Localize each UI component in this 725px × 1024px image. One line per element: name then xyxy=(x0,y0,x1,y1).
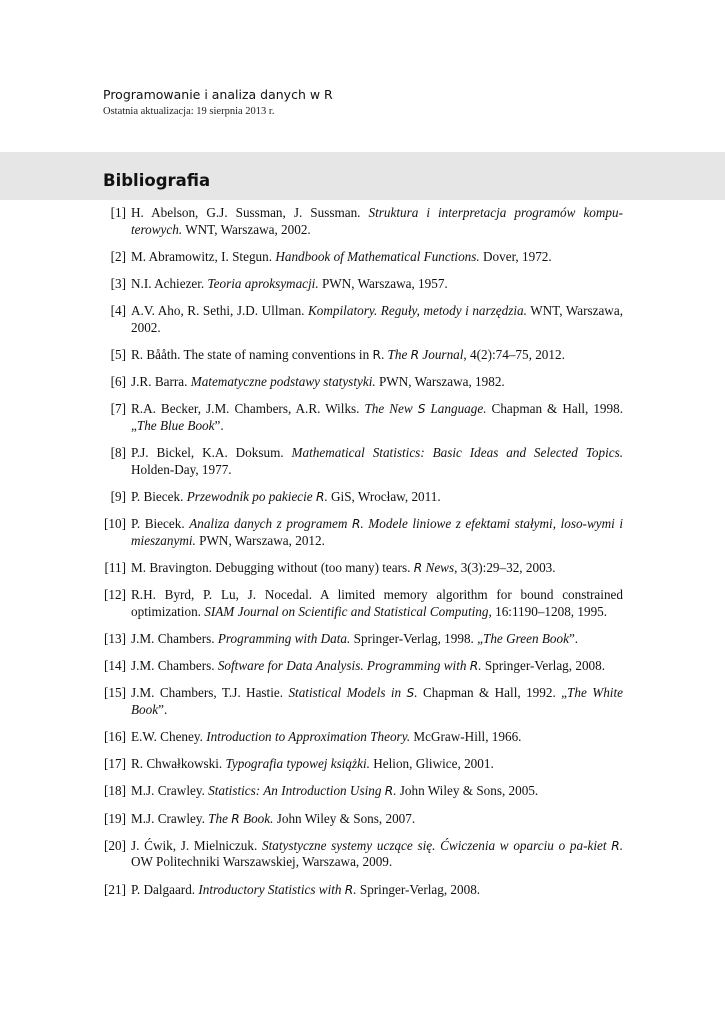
entry-segment-styled: The Blue Book xyxy=(136,417,215,433)
entry-text xyxy=(131,729,521,744)
entry-segment-styled: R xyxy=(611,838,620,853)
entry-segment-styled: S xyxy=(406,686,415,701)
bibliography-entry xyxy=(103,516,623,549)
entry-number: [7] xyxy=(110,401,126,417)
entry-segment-styled: The xyxy=(387,346,411,362)
entry-segment: Springer-Verlag, 1998. „ xyxy=(350,630,483,646)
entry-segment: , 16:1190–1208, 1995. xyxy=(488,603,608,619)
entry-segment: PWN, Warszawa, 2012. xyxy=(195,532,325,548)
entry-segment: M. Abramowitz, I. Stegun. xyxy=(131,248,276,264)
document-title: Programowanie i analiza danych w R xyxy=(103,87,333,102)
entry-number: [16] xyxy=(104,728,126,744)
entry-number: [11] xyxy=(104,559,126,575)
entry-text xyxy=(131,374,505,389)
entry-text xyxy=(131,882,480,897)
entry-segment-styled: . xyxy=(619,837,623,853)
entry-number: [2] xyxy=(110,248,126,264)
entry-segment-styled: R xyxy=(315,489,325,504)
bibliography-entry xyxy=(103,276,623,293)
entry-segment-styled: Typografia typowej książki. xyxy=(225,756,370,772)
entry-text xyxy=(131,205,623,237)
entry-text xyxy=(131,489,441,504)
entry-segment: R.H. Byrd, P. Lu, J. Nocedal. A limited memory algorithm for bound constrained optimization. xyxy=(131,587,623,619)
entry-segment: M. Bravington. Debugging without (too many) tears. xyxy=(131,559,414,575)
entry-segment: Helion, Gliwice, 2001. xyxy=(369,756,494,772)
bibliography-entry xyxy=(103,374,623,391)
entry-number: [6] xyxy=(110,374,126,390)
entry-text xyxy=(131,811,415,826)
entry-segment-styled: The New xyxy=(364,401,418,417)
entry-text xyxy=(131,401,623,433)
entry-segment: A.V. Aho, R. Sethi, J.D. Ullman. xyxy=(131,303,309,319)
entry-segment: R. Chwałkowski. xyxy=(131,756,226,772)
entry-segment: P. Biecek. xyxy=(131,488,187,504)
last-update-date: Ostatnia aktualizacja: 19 sierpnia 2013 r. xyxy=(103,106,275,117)
entry-segment-styled: Software for Data Analysis. Programming with xyxy=(217,658,470,673)
entry-segment: P.J. Bickel, K.A. Doksum. xyxy=(131,445,292,461)
entry-segment-styled: Statistical Models in xyxy=(288,685,407,701)
bibliography-entry xyxy=(103,756,623,773)
entry-number: [3] xyxy=(110,275,126,291)
bibliography-entry xyxy=(103,445,623,478)
running-header xyxy=(103,87,623,119)
entry-segment: WNT, Warszawa, 2002. xyxy=(182,221,311,237)
entry-segment-styled: . xyxy=(478,658,482,673)
entry-segment: M.J. Crawley. xyxy=(131,810,209,826)
entry-text xyxy=(131,658,605,673)
entry-segment-styled: Teoria aproksymacji. xyxy=(207,275,319,291)
entry-number: [18] xyxy=(104,783,126,799)
entry-segment: McGraw-Hill, 1966. xyxy=(410,728,522,744)
bibliography-entry xyxy=(103,249,623,266)
entry-segment: WNT, Warszawa, 2002. xyxy=(131,303,623,335)
entry-text xyxy=(131,276,448,291)
entry-segment-styled: R xyxy=(410,347,420,362)
entry-segment-styled: SIAM Journal on Scientific and Statistical Computing xyxy=(204,603,489,619)
entry-segment-styled: Kompilatory. Reguły, metody i narzędzia. xyxy=(308,303,527,319)
entry-segment: ”. xyxy=(158,701,168,717)
entry-segment: PWN, Warszawa, 1982. xyxy=(375,374,505,390)
entry-segment-styled: Analiza danych z programem xyxy=(189,516,352,532)
entry-number: [19] xyxy=(104,810,126,826)
section-title: Bibliografia xyxy=(103,171,211,190)
entry-number: [14] xyxy=(104,658,126,673)
entry-segment-styled: R xyxy=(351,517,361,532)
entry-segment-styled: R xyxy=(231,811,240,826)
bibliography-entry xyxy=(103,401,623,434)
entry-text xyxy=(131,347,565,362)
entry-segment: ”. xyxy=(568,630,579,646)
entry-segment-styled: Mathematical Statistics: Basic Ideas and Selected Topics. xyxy=(291,445,624,461)
entry-segment-styled: The White Book xyxy=(131,685,623,717)
entry-segment: Holden-Day, 1977. xyxy=(131,461,232,477)
entry-segment-styled: Language. xyxy=(425,401,487,417)
entry-segment: Springer-Verlag, 2008. xyxy=(481,658,606,673)
entry-number: [8] xyxy=(110,445,126,461)
entry-segment-styled: Handbook of Mathematical Functions. xyxy=(275,248,480,264)
entry-segment-styled: The Green Book xyxy=(483,630,569,646)
entry-number: [10] xyxy=(104,516,126,532)
entry-segment: John Wiley & Sons, 2007. xyxy=(273,810,416,826)
entry-segment: R.A. Becker, J.M. Chambers, A.R. Wilks. xyxy=(131,401,365,417)
entry-segment: J. Ćwik, J. Mielniczuk. xyxy=(131,837,262,853)
entry-segment: ”. xyxy=(214,417,224,433)
bibliography-entry xyxy=(103,729,623,746)
entry-text xyxy=(131,631,578,646)
entry-number: [12] xyxy=(104,587,126,603)
entry-number: [13] xyxy=(104,630,126,646)
entry-segment-styled: S xyxy=(417,402,426,417)
bibliography-entry xyxy=(103,685,623,718)
entry-segment-styled: . Modele liniowe z efektami stałymi, loso-wymi i mieszanymi. xyxy=(131,516,623,548)
entry-segment-styled: News xyxy=(422,559,455,575)
entry-segment: J.M. Chambers. xyxy=(131,630,218,646)
entry-segment: J.M. Chambers. xyxy=(131,658,218,673)
entry-text xyxy=(131,560,556,575)
entry-segment: H. Abelson, G.J. Sussman, J. Sussman. xyxy=(131,205,369,220)
entry-text xyxy=(131,516,623,548)
entry-text xyxy=(131,587,623,619)
entry-segment-styled: Przewodnik po pakiecie xyxy=(186,488,316,504)
entry-segment: P. Biecek. xyxy=(131,516,190,532)
entry-number: [20] xyxy=(104,837,126,853)
entry-segment-styled: . xyxy=(324,488,328,504)
bibliography-entry xyxy=(103,303,623,336)
entry-segment: R. Bååth. The state of naming conventions in xyxy=(131,346,373,362)
entry-segment-styled: Struktura i interpretacja programów kompu-terowych. xyxy=(131,205,623,237)
entry-segment: Chapman & Hall, 1992. „ xyxy=(417,685,568,701)
entry-number: [17] xyxy=(104,756,126,772)
entry-segment-styled: R xyxy=(384,784,394,799)
bibliography-entry xyxy=(103,489,623,506)
entry-segment-styled: R xyxy=(469,659,479,673)
bibliography-list xyxy=(103,205,623,909)
entry-segment-styled: The xyxy=(208,810,232,826)
entry-number: [15] xyxy=(104,685,126,701)
entry-segment-styled: Statystyczne systemy uczące się. Ćwiczenia w oparciu o pa-kiet xyxy=(261,837,612,853)
entry-number: [4] xyxy=(110,303,126,319)
entry-number: [5] xyxy=(110,346,126,362)
entry-segment-styled: . xyxy=(393,783,397,799)
entry-segment-styled: R xyxy=(372,347,381,362)
entry-segment: Chapman & Hall, 1998. „ xyxy=(131,401,623,433)
bibliography-entry xyxy=(103,658,623,675)
bibliography-entry xyxy=(103,882,623,899)
entry-segment-styled: Book. xyxy=(239,810,274,826)
entry-text xyxy=(131,838,623,870)
bibliography-entry xyxy=(103,587,623,620)
bibliography-entry xyxy=(103,631,623,648)
entry-segment: Springer-Verlag, 2008. xyxy=(356,881,481,897)
entry-segment-styled: Programming with Data. xyxy=(217,630,351,646)
entry-segment-styled: R xyxy=(413,560,423,575)
entry-segment: , 4(2):74–75, 2012. xyxy=(463,346,565,362)
entry-segment: . xyxy=(380,346,388,362)
entry-segment: M.J. Crawley. xyxy=(131,783,209,799)
entry-text xyxy=(131,303,623,335)
entry-text xyxy=(131,445,623,477)
entry-number: [9] xyxy=(110,488,126,504)
entry-segment: John Wiley & Sons, 2005. xyxy=(396,783,539,799)
entry-segment-styled: Journal xyxy=(419,346,464,362)
entry-segment-styled: Statistics: An Introduction Using xyxy=(208,783,385,799)
entry-text xyxy=(131,249,552,264)
entry-segment: J.M. Chambers, T.J. Hastie. xyxy=(131,685,289,701)
entry-segment-styled: . xyxy=(414,685,418,701)
entry-number: [21] xyxy=(104,881,126,897)
entry-text xyxy=(131,783,538,798)
entry-segment-styled: Matematyczne podstawy statystyki. xyxy=(190,374,376,390)
entry-segment: Dover, 1972. xyxy=(479,248,552,264)
bibliography-entry xyxy=(103,560,623,577)
bibliography-entry xyxy=(103,783,623,800)
entry-segment: P. Dalgaard. xyxy=(131,881,199,897)
bibliography-entry xyxy=(103,347,623,364)
entry-text xyxy=(131,756,494,771)
entry-segment: PWN, Warszawa, 1957. xyxy=(318,275,448,291)
bibliography-entry xyxy=(103,838,623,871)
entry-segment: OW Politechniki Warszawskiej, Warszawa, 2009. xyxy=(131,854,393,870)
entry-segment-styled: Introductory Statistics with xyxy=(198,881,345,897)
entry-segment-styled: . xyxy=(353,881,357,897)
bibliography-entry xyxy=(103,205,623,238)
entry-segment-styled: Introduction to Approximation Theory. xyxy=(206,728,411,744)
entry-segment: , 3(3):29–32, 2003. xyxy=(454,559,556,575)
entry-segment: E.W. Cheney. xyxy=(131,728,207,744)
entry-text xyxy=(131,685,623,717)
entry-segment: GiS, Wrocław, 2011. xyxy=(327,488,441,504)
entry-segment: J.R. Barra. xyxy=(131,374,191,390)
entry-segment-styled: R xyxy=(344,882,354,897)
entry-number: [1] xyxy=(110,205,126,220)
entry-segment: N.I. Achiezer. xyxy=(131,275,208,291)
bibliography-entry xyxy=(103,811,623,828)
